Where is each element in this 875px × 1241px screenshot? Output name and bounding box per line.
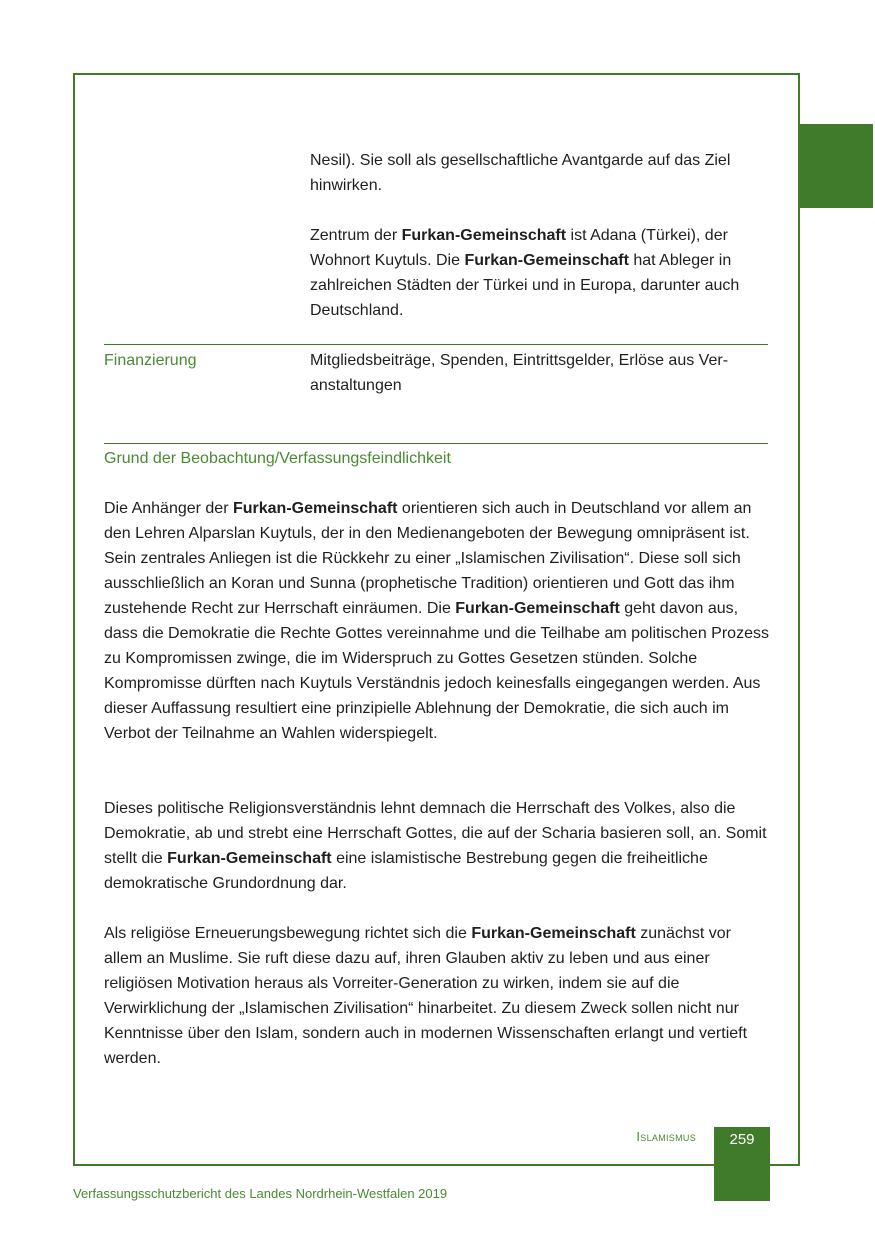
divider-finanzierung (104, 344, 768, 345)
body-paragraph-2 (104, 796, 770, 896)
text-run: orientieren sich auch in Deutschland vor allem an den Lehren Alparslan Kuytuls, der in den Medienangeboten der Bewegung omnipräsent ist. Sein zentrales Anliegen ist die Rückkehr zu einer „Islamischen Zivilisation“. Diese soll sich ausschließlich an Koran und Sunna (prophetische Tradition) orientieren und Gott das ihm zustehende Recht zur Herrschaft einräumen. Die (104, 500, 752, 617)
text-run: Zentrum der (310, 227, 402, 244)
page-number: 259 (729, 1131, 755, 1148)
bold-term: Furkan-Gemeinschaft (167, 850, 332, 867)
top-paragraph-2 (310, 223, 770, 323)
footer-document-title: Verfassungsschutzbericht des Landes Nordrhein-Westfalen 2019 (73, 1186, 448, 1201)
chapter-tab-marker (799, 124, 873, 208)
text-run: Dieses politische Religionsverständnis lehnt demnach die Herrschaft des Volkes, also die Demokratie, ab und strebt eine Herrschaft Gottes, die auf der Scharia basieren soll, an. Somit stellt die (104, 800, 767, 867)
text-run: ist Adana (Türkei), der Wohnort Kuytuls. Die (310, 227, 728, 269)
page-number-box (714, 1127, 770, 1201)
text-run: Als religiöse Erneuerungsbewegung richtet sich die (104, 925, 472, 942)
body-paragraph-1 (104, 496, 770, 746)
bold-term: Furkan-Gemeinschaft (471, 925, 636, 942)
text-run: Die Anhänger der (104, 500, 233, 517)
finanzierung-value: Mitgliedsbeiträge, Spenden, Eintrittsgelder, Erlöse aus Veranstaltungen (310, 352, 729, 394)
top-paragraph-1: Nesil). Sie soll als gesellschaftliche Avantgarde auf das Ziel hinwirken. (310, 152, 731, 194)
text-run: geht davon aus, dass die Demokratie die Rechte Gottes vereinnahme und die Teilhabe am politischen Prozess zu Kompromissen zwinge, die im Widerspruch zu Gottes Gesetzen stünden. Solche Kompromisse dürften nach Kuytuls Verständnis jedoch keinesfalls eingegangen werden. Aus dieser Auffassung resultiert eine prinzipielle Ablehnung der Demokratie, die sich auch im Verbot der Teilnahme an Wahlen widerspiegelt. (104, 600, 769, 742)
bold-term: Furkan-Gemeinschaft (232, 500, 398, 517)
footer-section-label: Islamismus (636, 1129, 696, 1144)
text-run: zunächst vor allem an Muslime. Sie ruft diese dazu auf, ihren Glauben aktiv zu leben und aus einer religiösen Motivation heraus als Vorreiter-Generation zu wirken, indem sie auf die Verwirklichung der „Islamischen Zivilisation“ hinarbeitet. Zu diesem Zweck sollen nicht nur Kenntnisse über den Islam, sondern auch in modernen Wissenschaften erlangt und vertieft werden. (104, 925, 748, 1067)
body-paragraph-3 (104, 921, 770, 1071)
text-run: hat Ableger in zahlreichen Städten der Türkei und in Europa, darunter auch Deutschland. (310, 252, 740, 319)
bold-term: Furkan-Gemeinschaft (464, 252, 629, 269)
divider-section (104, 443, 768, 444)
text-run: eine islamistische Bestrebung gegen die freiheitliche demokratische Grundordnung dar. (104, 850, 708, 892)
section-heading: Grund der Beobachtung/Verfassungsfeindlichkeit (104, 450, 451, 467)
bold-term: Furkan-Gemeinschaft (401, 227, 567, 244)
finanzierung-label: Finanzierung (104, 352, 197, 369)
bold-term: Furkan-Gemeinschaft (455, 600, 620, 617)
